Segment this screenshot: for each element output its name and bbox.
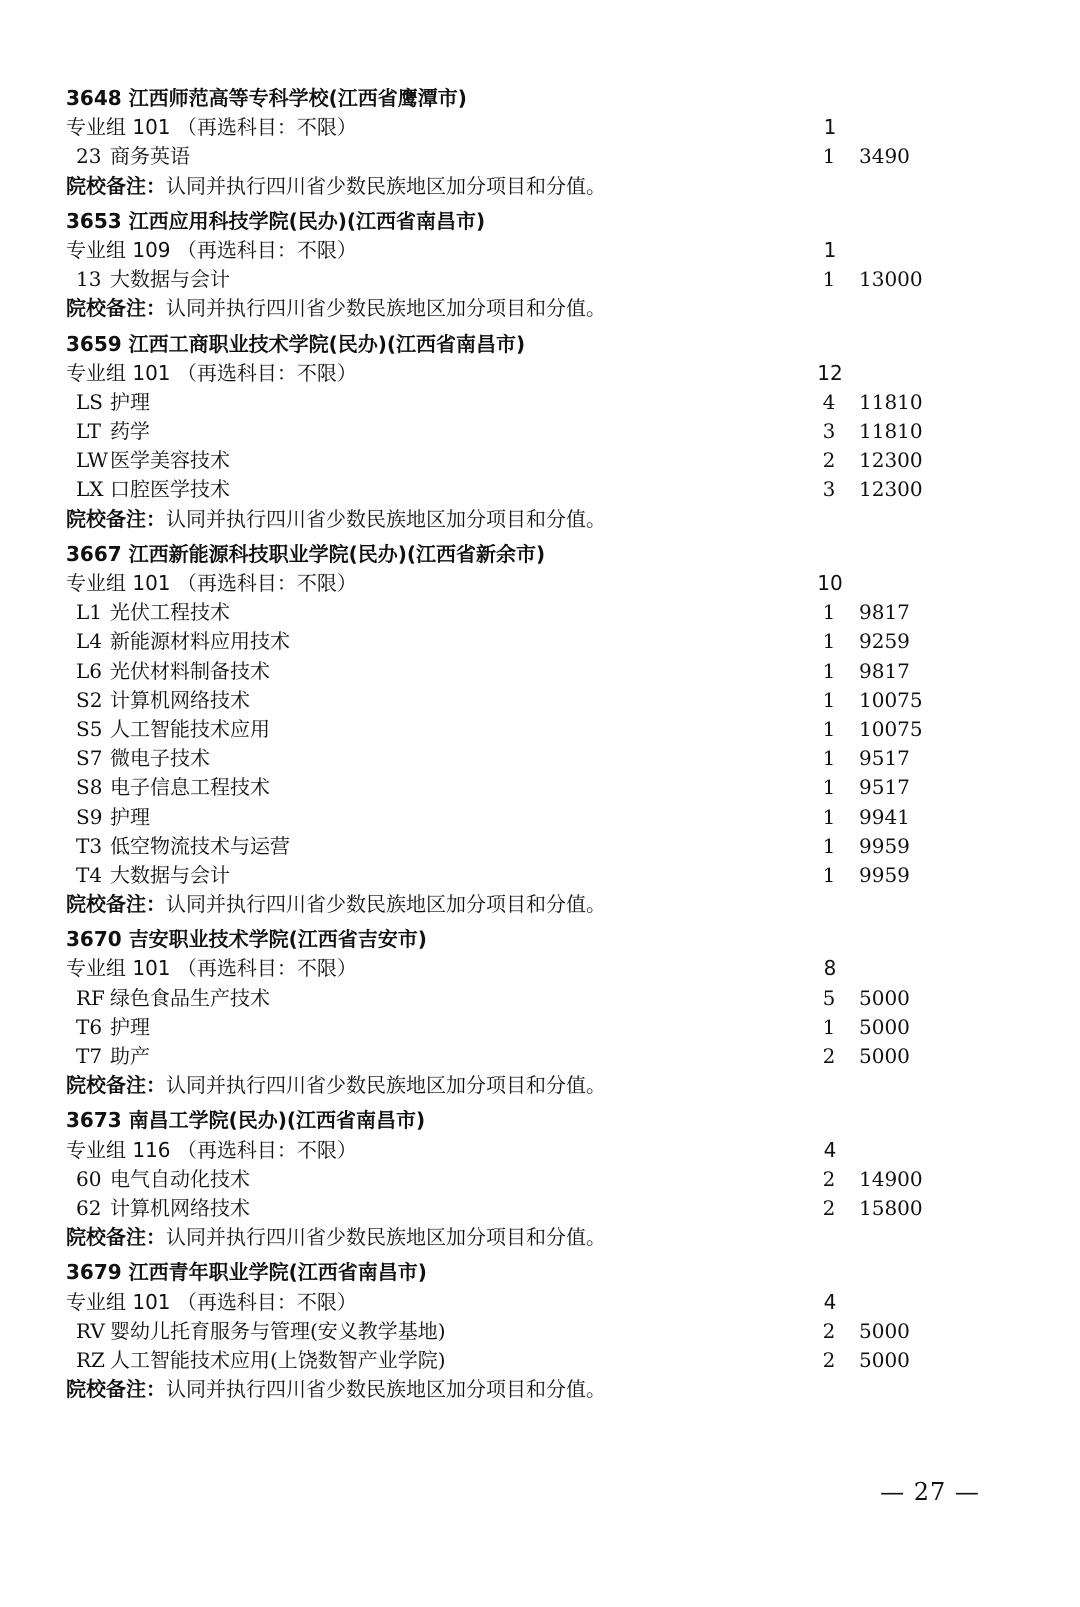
school-block: [66, 1106, 966, 1252]
major-fee: 11810: [859, 419, 923, 444]
major-code: L1: [76, 600, 103, 625]
major-code: T7: [76, 1044, 103, 1068]
major-name: 绿色食品生产技术: [110, 985, 270, 1010]
major-count: 4: [822, 389, 836, 414]
note-text: 认同并执行四川省少数民族地区加分项目和分值。: [166, 1225, 606, 1250]
school-note-row: [66, 505, 966, 534]
major-fee: 14900: [859, 1166, 923, 1191]
major-name: 口腔医学技术: [110, 477, 230, 502]
major-name: 新能源材料应用技术: [110, 629, 290, 654]
major-name: 商务英语: [110, 144, 190, 169]
group-label: 专业组 101 （再选科目：不限）: [66, 571, 357, 595]
major-row: [66, 1346, 966, 1375]
major-row: [66, 1194, 966, 1223]
major-row: [66, 142, 966, 171]
group-count: 1: [823, 115, 837, 140]
major-row: [66, 984, 966, 1013]
school-listing: [66, 84, 966, 1410]
major-code: T4: [76, 862, 103, 887]
school-title: 3667 江西新能源科技职业学院(民办)(江西省新余市): [66, 541, 546, 566]
group-count: 1: [823, 237, 837, 262]
major-fee: 9959: [859, 862, 910, 887]
major-name: 人工智能技术应用: [110, 716, 270, 741]
note-text: 认同并执行四川省少数民族地区加分项目和分值。: [166, 1377, 606, 1402]
group-label: 专业组 109 （再选科目：不限）: [66, 237, 357, 262]
major-count: 3: [822, 477, 836, 502]
note-label: 院校备注：: [66, 1377, 166, 1402]
major-group-row: [66, 113, 966, 142]
school-title: 3648 江西师范高等专科学校(江西省鹰潭市): [66, 86, 467, 110]
note-label: 院校备注：: [66, 1225, 166, 1250]
note-label: 院校备注：: [66, 892, 166, 917]
major-name: 光伏材料制备技术: [110, 658, 270, 683]
major-fee: 12300: [859, 448, 923, 473]
major-name: 光伏工程技术: [110, 600, 230, 625]
major-count: 3: [822, 419, 836, 444]
group-count: 8: [823, 956, 837, 981]
major-name: 大数据与会计: [110, 267, 230, 292]
note-label: 院校备注：: [66, 506, 166, 531]
major-fee: 5000: [859, 1347, 910, 1372]
school-block: [66, 84, 966, 201]
major-code: LW: [76, 448, 109, 473]
major-group-row: [66, 359, 966, 388]
group-count: 12: [817, 360, 843, 385]
major-count: 1: [822, 1014, 836, 1039]
major-count: 2: [822, 1318, 836, 1343]
major-code: T6: [76, 1014, 103, 1039]
major-count: 1: [822, 600, 836, 625]
major-name: 药学: [110, 419, 150, 444]
school-title: 3653 江西应用科技学院(民办)(江西省南昌市): [66, 208, 486, 233]
major-row: [66, 446, 966, 475]
major-count: 1: [822, 804, 836, 829]
major-code: S5: [76, 716, 103, 741]
major-fee: 5000: [859, 1318, 910, 1343]
major-count: 2: [822, 448, 836, 473]
group-label: 专业组 116 （再选科目：不限）: [66, 1137, 357, 1162]
major-row: [66, 803, 966, 832]
major-row: [66, 832, 966, 861]
group-label: 专业组 101 （再选科目：不限）: [66, 956, 357, 981]
major-code: RV: [76, 1318, 105, 1343]
note-text: 认同并执行四川省少数民族地区加分项目和分值。: [166, 892, 606, 917]
major-row: [66, 475, 966, 504]
major-row: [66, 861, 966, 890]
school-block: [66, 925, 966, 1100]
major-count: 1: [822, 746, 836, 771]
major-row: [66, 1165, 966, 1194]
major-fee: 9259: [859, 629, 910, 654]
major-row: [66, 627, 966, 656]
major-row: [66, 773, 966, 802]
major-count: 1: [822, 629, 836, 654]
major-row: [66, 715, 966, 744]
major-count: 1: [822, 658, 836, 683]
major-code: S2: [76, 687, 103, 712]
major-row: [66, 388, 966, 417]
school-block: [66, 207, 966, 324]
major-group-row: [66, 1136, 966, 1165]
major-name: 计算机网络技术: [110, 1195, 250, 1220]
school-note-row: [66, 294, 966, 323]
major-fee: 9817: [859, 600, 910, 625]
major-code: LT: [76, 419, 101, 444]
school-note-row: [66, 172, 966, 201]
major-code: L6: [76, 658, 103, 683]
major-fee: 9817: [859, 658, 910, 683]
major-fee: 13000: [859, 267, 923, 292]
major-code: 23: [76, 144, 102, 169]
school-title: 3679 江西青年职业学院(江西省南昌市): [66, 1260, 427, 1285]
major-count: 2: [822, 1166, 836, 1191]
major-name: 计算机网络技术: [110, 687, 250, 712]
major-row: [66, 744, 966, 773]
major-code: S7: [76, 746, 103, 771]
major-row: [66, 417, 966, 446]
major-fee: 5000: [859, 1044, 910, 1068]
major-fee: 10075: [859, 687, 923, 712]
major-name: 医学美容技术: [110, 448, 230, 473]
school-title: 3659 江西工商职业技术学院(民办)(江西省南昌市): [66, 331, 526, 356]
major-name: 护理: [110, 389, 150, 414]
major-group-row: [66, 236, 966, 265]
group-count: 4: [823, 1289, 837, 1314]
major-count: 1: [822, 775, 836, 800]
major-name: 低空物流技术与运营: [110, 833, 290, 858]
major-fee: 9959: [859, 833, 910, 858]
major-fee: 5000: [859, 1014, 910, 1039]
school-block: [66, 330, 966, 534]
major-code: 13: [76, 267, 102, 292]
major-fee: 12300: [859, 477, 923, 502]
school-block: [66, 540, 966, 919]
major-name: 电气自动化技术: [110, 1166, 250, 1191]
major-name: 人工智能技术应用(上饶数智产业学院): [110, 1347, 446, 1372]
major-code: T3: [76, 833, 103, 858]
major-code: 60: [76, 1166, 102, 1191]
major-name: 护理: [110, 804, 150, 829]
major-fee: 10075: [859, 716, 923, 741]
group-label: 专业组 101 （再选科目：不限）: [66, 115, 357, 140]
major-row: [66, 598, 966, 627]
major-name: 电子信息工程技术: [110, 775, 270, 800]
major-code: L4: [76, 629, 103, 654]
note-text: 认同并执行四川省少数民族地区加分项目和分值。: [166, 1073, 606, 1098]
major-name: 婴幼儿托育服务与管理(安义教学基地): [110, 1318, 446, 1343]
school-title: 3673 南昌工学院(民办)(江西省南昌市): [66, 1108, 426, 1133]
major-code: S8: [76, 775, 103, 800]
major-group-row: [66, 954, 966, 983]
major-code: S9: [76, 804, 103, 829]
group-label: 专业组 101 （再选科目：不限）: [66, 360, 357, 385]
school-note-row: [66, 1071, 966, 1100]
school-note-row: [66, 1223, 966, 1252]
major-name: 大数据与会计: [110, 862, 230, 887]
major-count: 1: [822, 267, 836, 292]
major-fee: 9517: [859, 746, 910, 771]
school-note-row: [66, 1375, 966, 1404]
major-count: 2: [822, 1195, 836, 1220]
major-row: [66, 1013, 966, 1042]
note-text: 认同并执行四川省少数民族地区加分项目和分值。: [166, 506, 606, 531]
major-row: [66, 1317, 966, 1346]
major-name: 护理: [110, 1014, 150, 1039]
school-note-row: [66, 890, 966, 919]
group-count: 4: [823, 1137, 837, 1162]
major-code: LX: [76, 477, 104, 502]
major-count: 1: [822, 144, 836, 169]
major-row: [66, 686, 966, 715]
major-count: 1: [822, 716, 836, 741]
major-row: [66, 265, 966, 294]
major-row: [66, 1042, 966, 1071]
major-code: RF: [76, 985, 105, 1010]
major-fee: 9517: [859, 775, 910, 800]
major-name: 微电子技术: [110, 746, 210, 771]
major-group-row: [66, 569, 966, 598]
major-fee: 15800: [859, 1195, 923, 1220]
major-code: RZ: [76, 1347, 105, 1372]
note-text: 认同并执行四川省少数民族地区加分项目和分值。: [166, 173, 606, 198]
school-title: 3670 吉安职业技术学院(江西省吉安市): [66, 927, 427, 952]
major-fee: 5000: [859, 985, 910, 1010]
group-label: 专业组 101 （再选科目：不限）: [66, 1289, 357, 1314]
major-fee: 9941: [859, 804, 910, 829]
major-fee: 3490: [859, 144, 910, 169]
major-name: 助产: [110, 1044, 150, 1068]
note-label: 院校备注：: [66, 1073, 166, 1098]
major-count: 2: [822, 1044, 836, 1068]
major-code: LS: [76, 389, 103, 414]
note-label: 院校备注：: [66, 173, 166, 198]
major-count: 5: [822, 985, 836, 1010]
group-count: 10: [817, 571, 843, 595]
major-group-row: [66, 1288, 966, 1317]
major-count: 1: [822, 862, 836, 887]
major-fee: 11810: [859, 389, 923, 414]
major-row: [66, 657, 966, 686]
school-block: [66, 1258, 966, 1404]
note-text: 认同并执行四川省少数民族地区加分项目和分值。: [166, 296, 606, 321]
page-number: — 27 —: [880, 1478, 980, 1506]
major-count: 1: [822, 687, 836, 712]
major-count: 2: [822, 1347, 836, 1372]
major-code: 62: [76, 1195, 102, 1220]
note-label: 院校备注：: [66, 296, 166, 321]
major-count: 1: [822, 833, 836, 858]
